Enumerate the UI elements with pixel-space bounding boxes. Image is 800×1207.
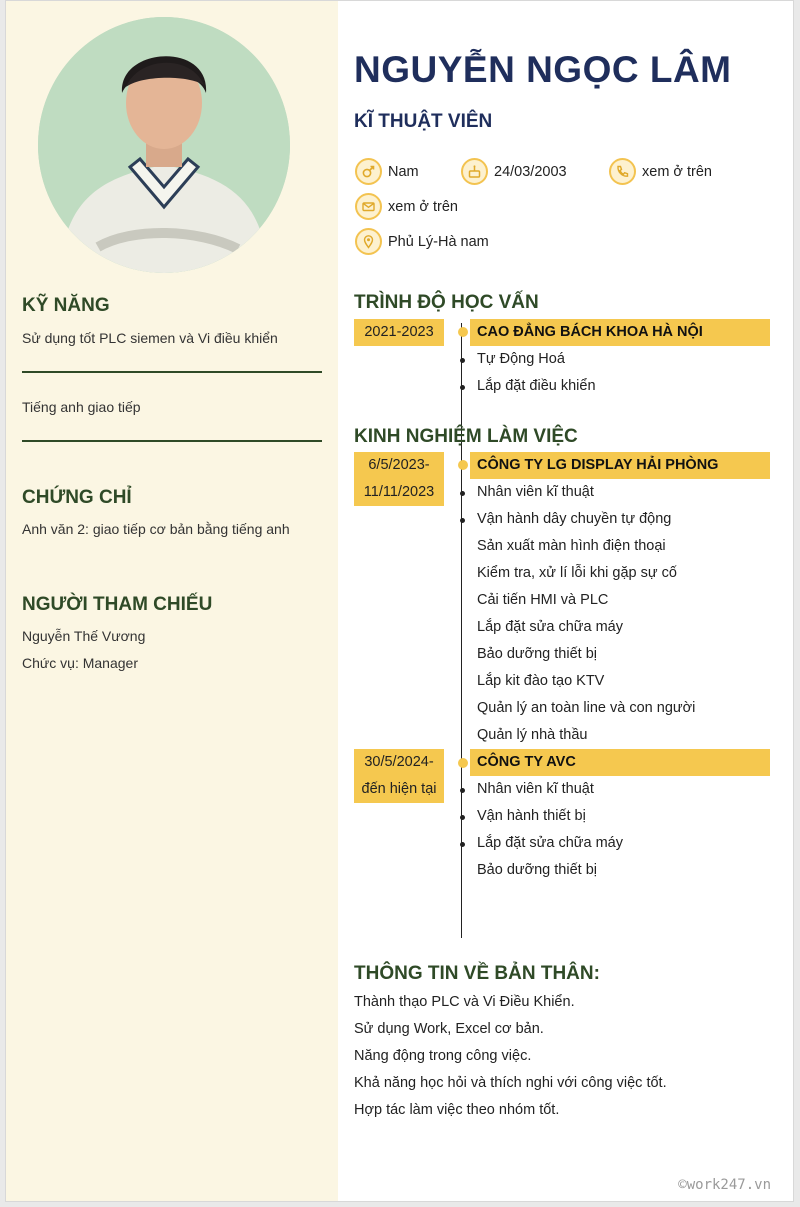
job-detail: Lắp kit đào tạo KTV <box>477 673 605 689</box>
address-info <box>355 228 489 255</box>
bullet-dot <box>460 788 465 793</box>
email-icon <box>355 193 382 220</box>
timeline-dot <box>458 327 468 337</box>
timeline-dot <box>458 460 468 470</box>
gender-value: Nam <box>388 163 419 180</box>
education-detail: Lắp đặt điều khiển <box>477 378 596 394</box>
candidate-name: NGUYỄN NGỌC LÂM <box>354 49 732 90</box>
birthday-cake-icon <box>461 158 488 185</box>
job-date-end: đến hiện tại <box>361 781 437 797</box>
avatar <box>38 17 290 273</box>
education-school: CAO ĐẲNG BÁCH KHOA HÀ NỘI <box>470 319 770 346</box>
sidebar <box>6 1 338 1202</box>
reference-position: Chức vụ: Manager <box>22 655 138 671</box>
job-detail: Vận hành dây chuyền tự động <box>477 511 672 527</box>
job-detail: Kiểm tra, xử lí lỗi khi gặp sự cố <box>477 565 677 581</box>
address-value: Phủ Lý-Hà nam <box>388 233 489 250</box>
about-item: Hợp tác làm việc theo nhóm tốt. <box>354 1102 560 1118</box>
email-value: xem ở trên <box>388 198 458 215</box>
bullet-dot <box>460 358 465 363</box>
experience-heading: KINH NGHIỆM LÀM VIỆC <box>354 426 578 447</box>
person-photo-icon <box>38 17 290 273</box>
education-heading: TRÌNH ĐỘ HỌC VẤN <box>354 292 539 313</box>
bullet-dot <box>460 842 465 847</box>
job-date <box>354 749 444 803</box>
about-item: Khả năng học hỏi và thích nghi với công việc tốt. <box>354 1075 667 1091</box>
bullet-dot <box>460 385 465 390</box>
job-company: CÔNG TY LG DISPLAY HẢI PHÒNG <box>470 452 770 479</box>
job-title: KĨ THUẬT VIÊN <box>354 111 493 132</box>
job-company: CÔNG TY AVC <box>470 749 770 776</box>
birthday-info <box>461 158 567 185</box>
divider <box>22 440 322 442</box>
map-pin-icon <box>355 228 382 255</box>
job-detail: Nhân viên kĩ thuật <box>477 484 594 500</box>
cv-page <box>5 0 794 1202</box>
references-heading: NGƯỜI THAM CHIẾU <box>22 594 213 615</box>
bullet-dot <box>460 815 465 820</box>
phone-info <box>609 158 712 185</box>
job-date <box>354 452 444 506</box>
job-date-end: 11/11/2023 <box>363 484 435 500</box>
timeline-dot <box>458 758 468 768</box>
skill-item: Sử dụng tốt PLC siemen và Vi điều khiển <box>22 330 278 346</box>
about-item: Thành thạo PLC và Vi Điều Khiển. <box>354 994 575 1010</box>
bullet-dot <box>460 518 465 523</box>
job-detail: Sản xuất màn hình điện thoại <box>477 538 666 554</box>
job-detail: Quản lý an toàn line và con người <box>477 700 696 716</box>
job-detail: Nhân viên kĩ thuật <box>477 781 594 797</box>
certificates-heading: CHỨNG CHỈ <box>22 487 132 508</box>
skills-heading: KỸ NĂNG <box>22 295 110 316</box>
phone-icon <box>609 158 636 185</box>
education-date: 2021-2023 <box>354 319 444 346</box>
skill-item: Tiếng anh giao tiếp <box>22 399 141 415</box>
divider <box>22 371 322 373</box>
watermark: ©work247.vn <box>678 1177 771 1193</box>
email-info <box>355 193 458 220</box>
about-heading: THÔNG TIN VỀ BẢN THÂN: <box>354 963 600 984</box>
reference-name: Nguyễn Thế Vương <box>22 628 146 644</box>
job-detail: Bảo dưỡng thiết bị <box>477 646 597 662</box>
job-detail: Lắp đặt sửa chữa máy <box>477 619 623 635</box>
certificate-item: Anh văn 2: giao tiếp cơ bản bằng tiếng anh <box>22 521 290 537</box>
education-detail: Tự Động Hoá <box>477 351 565 367</box>
about-item: Năng động trong công việc. <box>354 1048 532 1064</box>
job-detail: Cải tiến HMI và PLC <box>477 592 609 608</box>
bullet-dot <box>460 491 465 496</box>
about-item: Sử dụng Work, Excel cơ bản. <box>354 1021 544 1037</box>
gender-info <box>355 158 419 185</box>
birthday-value: 24/03/2003 <box>494 163 567 180</box>
job-date-start: 6/5/2023- <box>368 457 430 473</box>
job-date-start: 30/5/2024- <box>364 754 434 770</box>
job-detail: Lắp đặt sửa chữa máy <box>477 835 623 851</box>
job-detail: Vận hành thiết bị <box>477 808 586 824</box>
gender-icon <box>355 158 382 185</box>
phone-value: xem ở trên <box>642 163 712 180</box>
job-detail: Quản lý nhà thầu <box>477 727 588 743</box>
job-detail: Bảo dưỡng thiết bị <box>477 862 597 878</box>
